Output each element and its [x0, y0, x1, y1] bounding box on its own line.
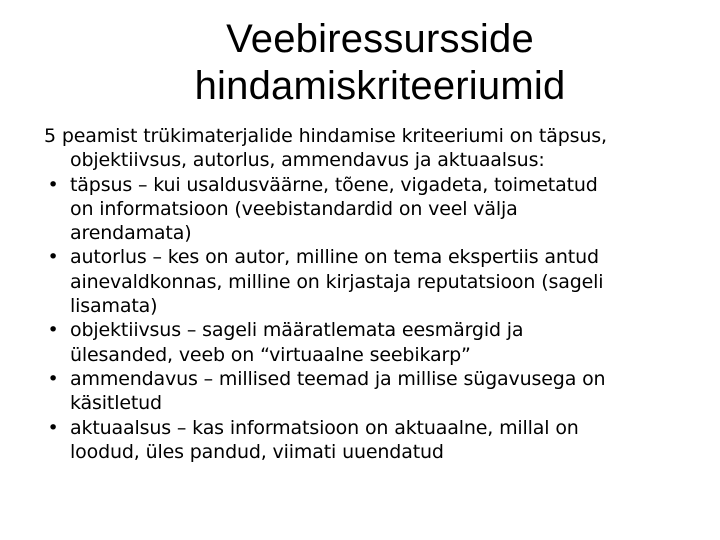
bullet-line: on informatsioon (veebistandardid on veel välja	[70, 197, 518, 220]
bullet-line: ainevaldkonnas, milline on kirjastaja reputatsioon (sageli	[70, 270, 604, 293]
bullet-line: lisamata)	[70, 295, 158, 318]
bullet-item-ammendavus	[44, 367, 704, 416]
intro-line-1: 5 peamist trükimaterjalide hindamise kriteeriumi on täpsus,	[44, 125, 607, 147]
bullet-dot-icon: •	[47, 173, 59, 196]
bullet-item-autorlus	[44, 245, 704, 318]
bullet-item-tapsus	[44, 173, 704, 246]
slide-title	[40, 16, 720, 110]
intro-line-2: objektiivsus, autorlus, ammendavus ja aktuaalsus:	[70, 149, 545, 172]
bullet-dot-icon: •	[47, 416, 59, 439]
bullet-line: ammendavus – millised teemad ja millise sügavusega on	[70, 367, 606, 390]
intro-paragraph	[44, 124, 704, 173]
bullet-line: aktuaalsus – kas informatsioon on aktuaalne, millal on	[70, 416, 579, 439]
bullet-line: täpsus – kui usaldusväärne, tõene, vigadeta, toimetatud	[70, 173, 598, 196]
bullet-line: arendamata)	[70, 222, 192, 245]
bullet-line: loodud, üles pandud, viimati uuendatud	[70, 440, 444, 463]
bullet-dot-icon: •	[47, 246, 59, 269]
slide-body	[44, 124, 704, 464]
bullet-line: objektiivsus – sageli määratlemata eesmärgid ja	[70, 319, 524, 342]
bullet-item-aktuaalsus	[44, 416, 704, 465]
bullet-line: ülesanded, veeb on “virtuaalne seebikarp”	[70, 343, 471, 366]
bullet-dot-icon: •	[47, 367, 59, 390]
slide-title-line-2: hindamiskriteeriumid	[194, 64, 566, 108]
bullet-line: autorlus – kes on autor, milline on tema ekspertiis antud	[70, 246, 599, 269]
bullet-item-objektiivsus	[44, 318, 704, 367]
bullet-line: käsitletud	[70, 392, 162, 415]
bullet-dot-icon: •	[47, 319, 59, 342]
slide-title-line-1: Veebiressursside	[226, 17, 534, 61]
